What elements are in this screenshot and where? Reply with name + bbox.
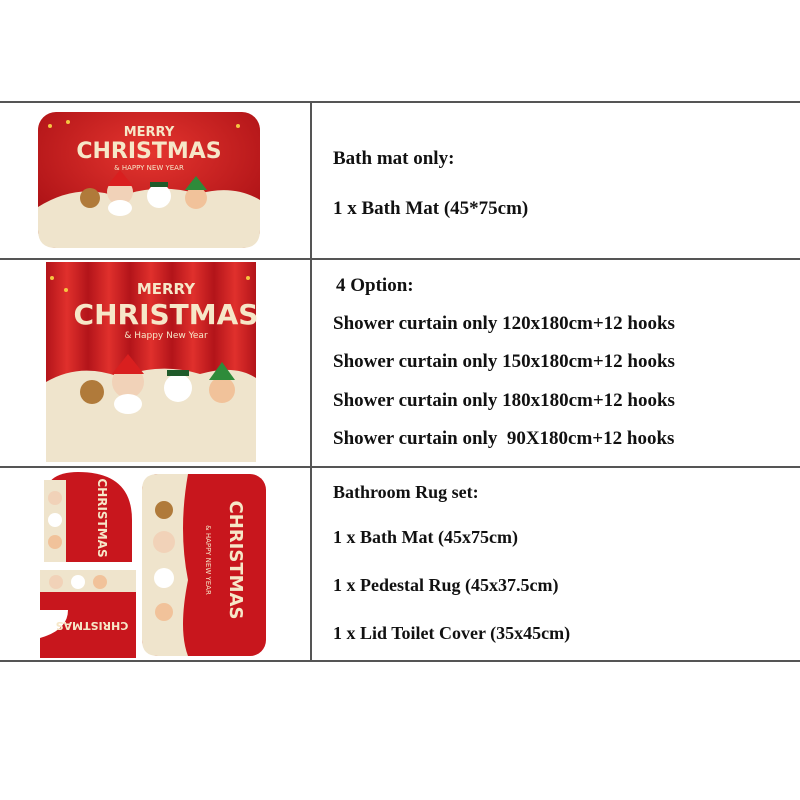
artwork-christmas-5: CHRISTMAS bbox=[225, 500, 246, 620]
artwork-merry-2: MERRY bbox=[136, 280, 196, 298]
artwork-christmas: CHRISTMAS bbox=[76, 139, 222, 164]
artwork-happy-new-year: & HAPPY NEW YEAR bbox=[114, 164, 184, 172]
divider-top bbox=[0, 101, 800, 103]
curtain-option-90: Shower curtain only 90X180cm+12 hooks bbox=[333, 428, 675, 449]
rug-set-lid-cover: 1 x Lid Toilet Cover (35x45cm) bbox=[333, 623, 571, 643]
shower-curtain-image bbox=[40, 262, 262, 462]
column-divider bbox=[310, 101, 312, 662]
divider-1 bbox=[0, 258, 800, 260]
bath-mat-image bbox=[38, 112, 260, 248]
artwork-merry: MERRY bbox=[123, 125, 175, 140]
curtain-option-120: Shower curtain only 120x180cm+12 hooks bbox=[333, 313, 675, 334]
rug-set-heading: Bathroom Rug set: bbox=[333, 482, 479, 502]
rug-set-bath-mat: 1 x Bath Mat (45x75cm) bbox=[333, 527, 518, 547]
artwork-happy-new-year-2: & Happy New Year bbox=[124, 331, 208, 341]
artwork-christmas-3: CHRISTMAS bbox=[95, 478, 109, 558]
divider-2 bbox=[0, 466, 800, 468]
rug-set-pedestal-rug: 1 x Pedestal Rug (45x37.5cm) bbox=[333, 575, 559, 595]
curtain-option-150: Shower curtain only 150x180cm+12 hooks bbox=[333, 351, 675, 372]
divider-bottom bbox=[0, 660, 800, 662]
rug-set-image bbox=[38, 470, 270, 660]
curtain-option-heading: 4 Option: bbox=[336, 275, 414, 296]
artwork-christmas-2: CHRISTMAS bbox=[73, 298, 259, 331]
artwork-christmas-4: CHRISTMAS bbox=[55, 619, 129, 632]
bath-mat-size: 1 x Bath Mat (45*75cm) bbox=[333, 198, 529, 219]
curtain-option-180: Shower curtain only 180x180cm+12 hooks bbox=[333, 390, 675, 411]
artwork-happy-new-year-3: & HAPPY NEW YEAR bbox=[204, 525, 212, 595]
bath-mat-heading: Bath mat only: bbox=[333, 148, 455, 169]
